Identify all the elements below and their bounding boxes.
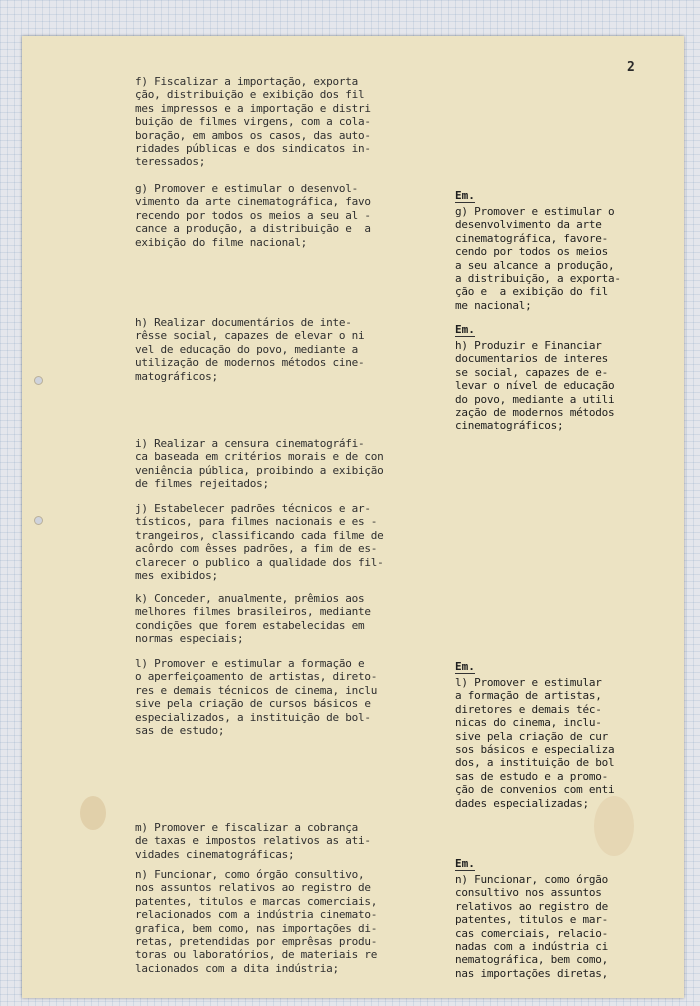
paragraph-text: g) Promover e estimular o desenvol- vimento da arte cinematográfica, favo recendo por todos os meios a seu al - cance a produção, a distribuição e a exibição do filme nacional; xyxy=(135,182,371,249)
paragraph-text: l) Promover e estimular a formação e o aperfeiçoamento de artistas, direto- res e demais técnicos de cinema, inclu sive pela criação de cursos básicos e especializados, a instituição de bol- sas de estudo; xyxy=(135,657,378,738)
page-number: 2 xyxy=(627,60,635,75)
paragraph-text: h) Realizar documentários de inte- rêsse social, capazes de elevar o ni vel de educação do povo, mediante a utilização de modernos métodos cine- matográficos; xyxy=(135,316,365,383)
amendment-text: g) Promover e estimular o desenvolvimento da arte cinematográfica, favore- cendo por todos os meios a seu alcance a produção, a distribuição, a exporta- ção e a exibição do fil me nacional; xyxy=(455,205,621,312)
paragraph-text: j) Estabelecer padrões técnicos e ar- tísticos, para filmes nacionais e es - trangeiros, classificando cada filme de acôrdo com êsses padrões, a fim de es- clarecer o publico a qualidade dos fil- mes exibidos; xyxy=(135,502,384,583)
paragraph-k xyxy=(135,592,455,646)
paragraph-f xyxy=(135,75,455,169)
amendment-label: Em. xyxy=(455,189,475,202)
amendment-text: l) Promover e estimular a formação de artistas, diretores e demais téc- nicas do cinema, inclu- sive pela criação de cur sos básicos e especializa dos, a instituição de bol sas de estudo e a promo- ção de convenios com enti dades especializadas; xyxy=(455,676,615,810)
paragraph-l xyxy=(135,657,455,737)
paragraph-i xyxy=(135,437,455,491)
paragraph-text: n) Funcionar, como órgão consultivo, nos assuntos relativos ao registro de patentes, titulos e marcas comerciais, relacionados com a indústria cinemato- grafica, bem como, nas importações di- retas, pretendidas por emprêsas produ- toras ou laboratórios, de materiais re lacionados com a dita indústria; xyxy=(135,868,378,975)
paragraph-text: m) Promover e fiscalizar a cobrança de taxas e impostos relativos as ati- vidades cinematográficas; xyxy=(135,821,371,861)
paragraph-text: i) Realizar a censura cinematográfi- ca baseada em critérios morais e de con veniência pública, proibindo a exibição de filmes rejeitados; xyxy=(135,437,384,491)
amendment-text: n) Funcionar, como órgão consultivo nos assuntos relativos ao registro de patentes, titulos e mar- cas comerciais, relacio- nadas com a indústria ci nematográfica, bem como, nas importações diretas, xyxy=(455,873,608,980)
paragraph-n xyxy=(135,868,455,975)
paper-stain xyxy=(80,796,106,830)
amendment-text: h) Produzir e Financiar documentarios de interes se social, capazes de e- levar o nível de educação do povo, mediante a utili zação de modernos métodos cinematográficos; xyxy=(455,339,615,433)
paragraph-h xyxy=(135,316,455,383)
paragraph-text: f) Fiscalizar a importação, exporta ção, distribuição e exibição dos fil mes impressos e a importação e distri buição de filmes virgens, com a cola- boração, em ambos os casos, das auto- ridades públicas e dos sindicatos in- teressados; xyxy=(135,75,371,169)
paragraph-j xyxy=(135,502,455,582)
amendment-h xyxy=(455,318,675,433)
amendment-n xyxy=(455,852,675,980)
punch-hole xyxy=(34,376,43,385)
punch-hole xyxy=(34,516,43,525)
amendment-g xyxy=(455,184,675,312)
amendment-l xyxy=(455,655,675,810)
paragraph-text: k) Conceder, anualmente, prêmios aos melhores filmes brasileiros, mediante condições que forem estabelecidas em normas especiais; xyxy=(135,592,371,646)
amendment-label: Em. xyxy=(455,323,475,336)
amendment-label: Em. xyxy=(455,660,475,673)
paragraph-m xyxy=(135,821,455,861)
amendment-label: Em. xyxy=(455,857,475,870)
paragraph-g xyxy=(135,182,455,249)
